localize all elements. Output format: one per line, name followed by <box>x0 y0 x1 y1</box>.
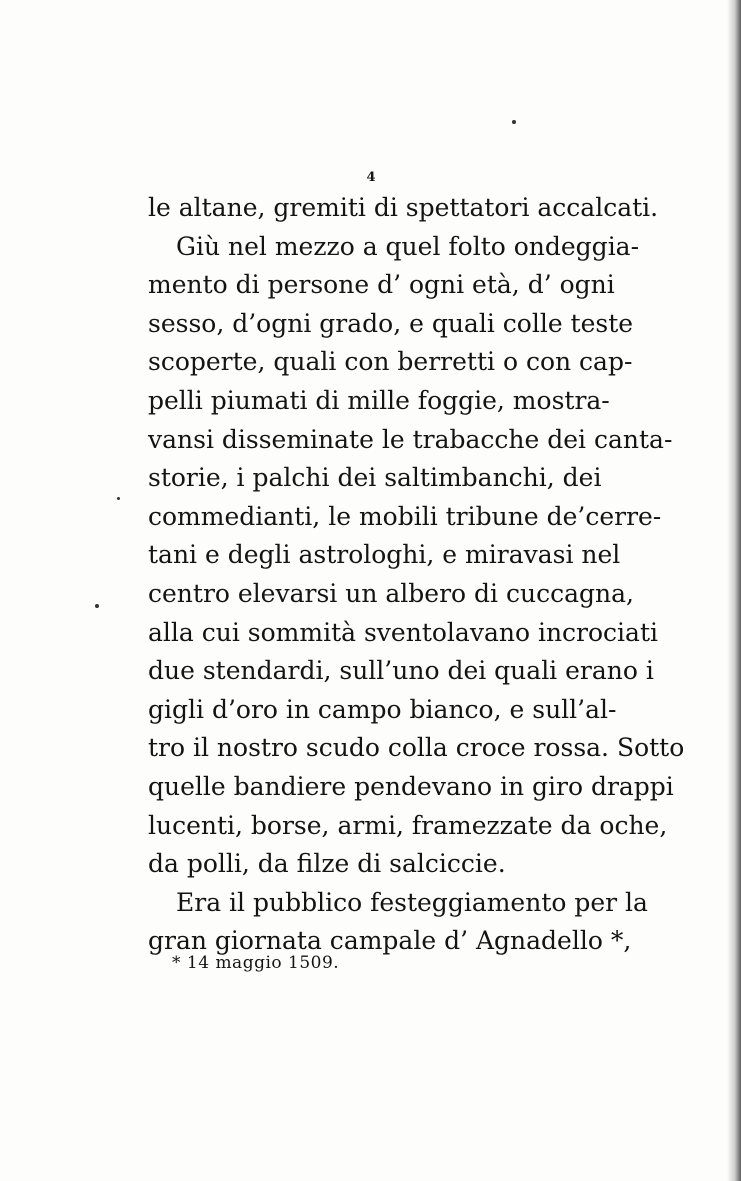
text-line: pelli piumati di mille foggie, mostra- <box>148 385 610 415</box>
text-line: gran giornata campale d’ Agnadello *, <box>148 926 632 956</box>
footnote: * 14 maggio 1509. <box>172 953 340 973</box>
text-line: le altane, gremiti di spettatori accalcati. <box>148 193 659 222</box>
scan-speck <box>95 604 99 608</box>
text-line: centro elevarsi un albero di cuccagna, <box>148 578 634 608</box>
body-text <box>148 189 685 961</box>
text-line: alla cui sommità sventolavano incrociati <box>148 617 658 647</box>
text-line: mento di persone d’ ogni età, d’ ogni <box>148 270 615 300</box>
text-line: gigli d’oro in campo bianco, e sull’al- <box>148 694 617 724</box>
text-line: sesso, d’ogni grado, e quali colle teste <box>148 308 634 338</box>
text-line: vansi disseminate le trabacche dei canta- <box>148 424 673 454</box>
text-line: storie, i palchi dei saltimbanchi, dei <box>148 463 602 493</box>
text-line: Era il pubblico festeggiamento per la <box>176 887 648 917</box>
text-line: da polli, da filze di salciccie. <box>148 849 506 879</box>
scan-speck <box>117 497 120 500</box>
text-line: scoperte, quali con berretti o con cap- <box>148 347 633 377</box>
text-line: due stendardi, sull’uno dei quali erano i <box>148 656 654 686</box>
scan-speck <box>512 120 516 124</box>
text-line: tani e degli astrologhi, e miravasi nel <box>148 540 621 570</box>
page-edge-shadow <box>727 0 741 1181</box>
text-line: Giù nel mezzo a quel folto ondeggia- <box>176 231 640 261</box>
text-line: commedianti, le mobili tribune de’cerre- <box>148 501 662 531</box>
page-number: 4 <box>366 170 376 185</box>
text-line: lucenti, borse, armi, framezzate da oche, <box>148 810 668 840</box>
text-line: quelle bandiere pendevano in giro drappi <box>148 771 674 801</box>
text-line: tro il nostro scudo colla croce rossa. Sotto <box>148 733 685 763</box>
